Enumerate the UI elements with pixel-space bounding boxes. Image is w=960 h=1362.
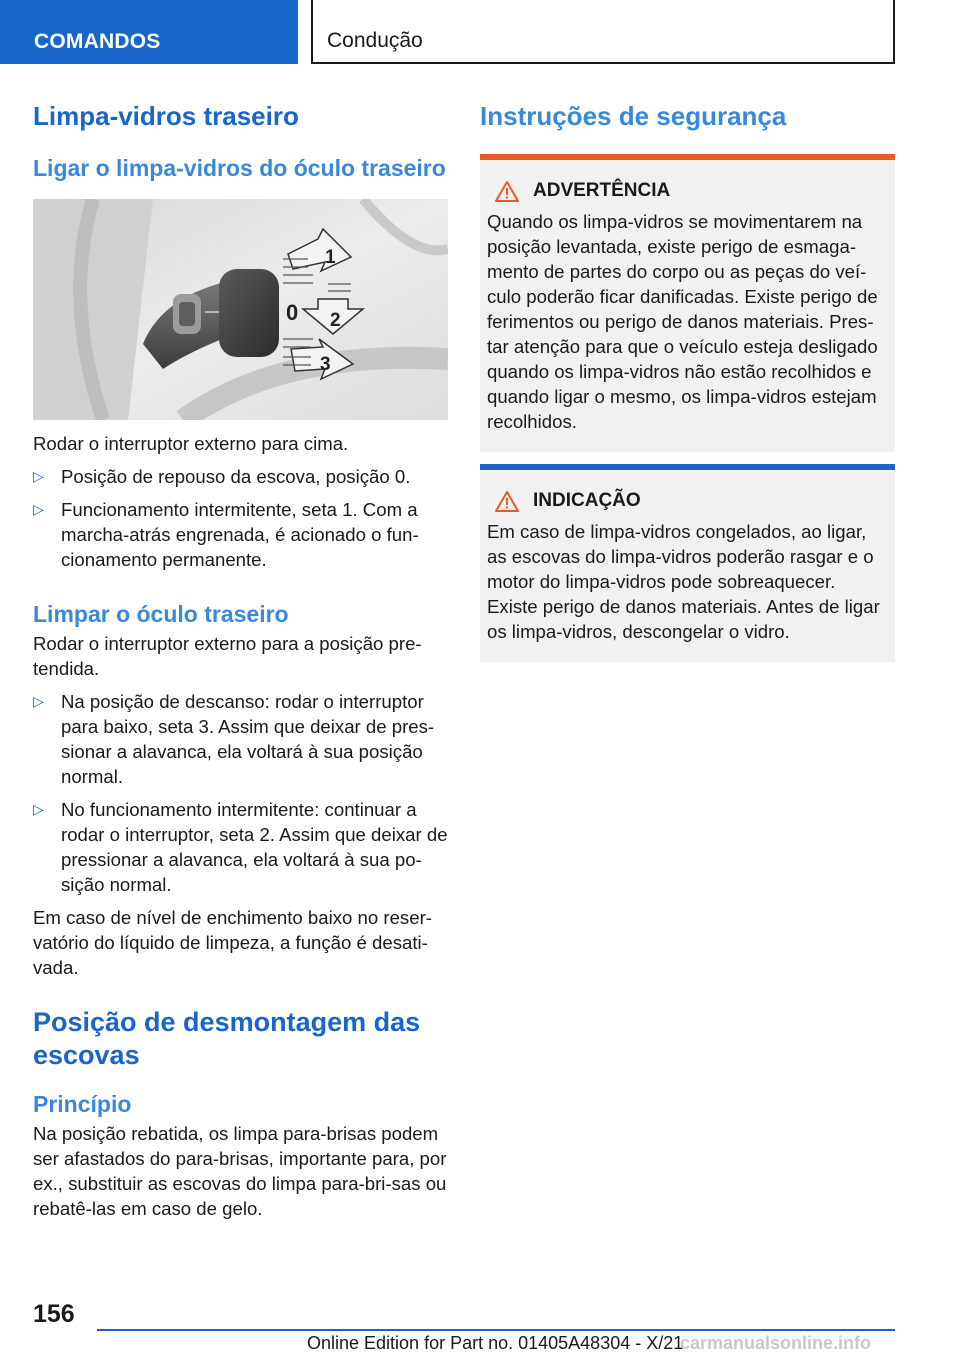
list-item-text: Na posição de descanso: rodar o interruptor para baixo, seta 3. Assim que deixar de pres-sionar a alavanca, ela voltará à sua posição normal. — [61, 691, 435, 787]
figure-label-arrow-1: 1 — [325, 247, 336, 268]
list-item — [33, 497, 448, 572]
wiper-switch-drawing — [33, 199, 448, 420]
heading-blade-removal-position: Posição de desmontagem das escovas — [33, 1007, 421, 1070]
list-item-text: No funcionamento intermitente: continuar a rodar o interruptor, seta 2. Assim que deixar de pressionar a alavanca, ela voltará à sua po-sição normal. — [61, 799, 448, 895]
watermark: carmanualsonline.info — [680, 1333, 872, 1353]
chapter-tab: COMANDOS — [0, 0, 298, 64]
warning-box — [480, 154, 895, 452]
page-number: 156 — [33, 1300, 75, 1328]
heading-principle: Princípio — [33, 1091, 132, 1117]
heading-rear-wiper: Limpa-vidros traseiro — [33, 101, 299, 131]
triangle-bullet-icon: ▷ — [33, 468, 44, 484]
notice-box — [480, 464, 895, 662]
list-item-text: Funcionamento intermitente, seta 1. Com a marcha-atrás engrenada, é acionado o fun-cionamento permanente. — [61, 499, 419, 570]
notice-text: Em caso de limpa-vidros congelados, ao ligar, as escovas do limpa-vidros poderão rasgar e o motor do limpa-vidros pode sobreaquecer. Existe perigo de danos materiais. Antes de ligar os limpa-vidros, descongelar o vidro. — [487, 521, 880, 642]
section-title: Condução — [311, 0, 895, 64]
notice-title: INDICAÇÃO — [533, 490, 641, 511]
list-wiper-positions — [33, 464, 448, 572]
triangle-bullet-icon: ▷ — [33, 801, 44, 817]
list-item — [33, 689, 448, 789]
footer-edition: Online Edition for Part no. 01405A48304 - X/21 — [307, 1333, 684, 1353]
paragraph-rotate-position: Rodar o interruptor externo para a posição pre-tendida. — [33, 633, 422, 679]
triangle-bullet-icon: ▷ — [33, 501, 44, 517]
list-item — [33, 464, 448, 489]
warning-text: Quando os limpa-vidros se movimentarem na posição levantada, existe perigo de esmaga-mento de partes do corpo ou as peças do veí-culo poderão ficar danificadas. Existe perigo de ferimentos ou perigo de danos materiais. Pres-tar atenção para que o veículo esteja desligado quando os limpa-vidros não estão recolhidos e quando ligar o mesmo, os limpa-vidros estejam recolhidos. — [487, 211, 878, 432]
heading-safety-instructions: Instruções de segurança — [480, 101, 787, 131]
warning-title: ADVERTÊNCIA — [533, 180, 671, 201]
list-item — [33, 797, 448, 897]
wiper-switch-illustration — [33, 199, 448, 420]
figure-label-arrow-3: 3 — [320, 354, 331, 375]
warning-triangle-icon — [495, 181, 519, 202]
notice-triangle-icon — [495, 491, 519, 512]
left-column — [33, 100, 448, 1221]
figure-label-position-0: 0 — [286, 300, 299, 325]
list-clean-steps — [33, 689, 448, 897]
paragraph-folded-position: Na posição rebatida, os limpa para-brisas podem ser afastados do para-brisas, importante para, por ex., substituir as escovas do limpa para-bri-sas ou rebatê-las em caso de gelo. — [33, 1123, 447, 1219]
paragraph-low-fluid: Em caso de nível de enchimento baixo no reser-vatório do líquido de limpeza, a função é desati-vada. — [33, 907, 432, 978]
heading-turn-on-rear-wiper: Ligar o limpa-vidros do óculo traseiro — [33, 155, 446, 181]
heading-clean-rear-window: Limpar o óculo traseiro — [33, 601, 289, 627]
triangle-bullet-icon: ▷ — [33, 693, 44, 709]
list-item-text: Posição de repouso da escova, posição 0. — [61, 466, 411, 487]
figure-label-arrow-2: 2 — [330, 310, 341, 331]
paragraph-rotate-up: Rodar o interruptor externo para cima. — [33, 433, 349, 454]
footer-rule — [97, 1329, 895, 1331]
right-column — [480, 100, 895, 662]
